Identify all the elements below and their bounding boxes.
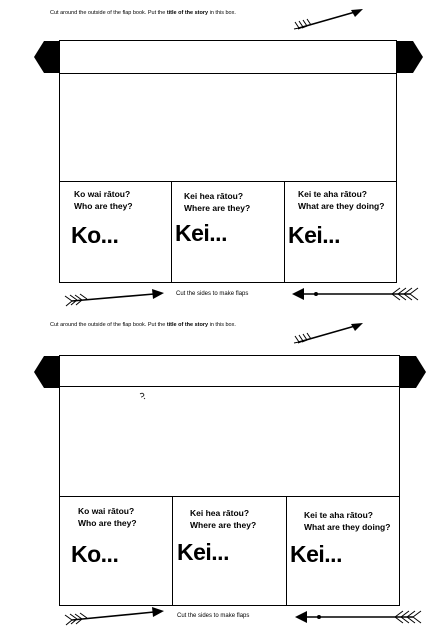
flap-doing[interactable]	[286, 496, 400, 606]
arrow-icon	[295, 607, 425, 629]
flap-doing[interactable]	[284, 181, 397, 283]
arrow-icon	[64, 604, 164, 626]
instruction-text: Cut around the outside of the flap book. Put the title of the story in this box.	[50, 10, 236, 16]
sentence-starter: Ko...	[71, 541, 119, 567]
sentence-starter: Ko...	[71, 222, 119, 248]
picture-area[interactable]	[59, 73, 397, 182]
question-english: Who are they?	[74, 201, 133, 211]
instruction-text: Cut around the outside of the flap book. Put the title of the story in this box.	[50, 322, 236, 328]
arrow-icon	[293, 6, 363, 32]
flap-who[interactable]	[59, 496, 173, 606]
arrow-icon	[292, 285, 422, 305]
question-english: Where are they?	[184, 203, 251, 213]
sentence-starter: Kei...	[175, 220, 227, 246]
ribbon-right-end	[396, 356, 426, 388]
ribbon-right-end	[393, 41, 423, 73]
title-box[interactable]	[59, 355, 400, 387]
title-box[interactable]	[59, 40, 397, 74]
stray-mark	[139, 392, 147, 400]
flap-who[interactable]	[59, 181, 172, 283]
question-maori: Kei hea rātou?	[184, 191, 244, 201]
question-english: What are they doing?	[298, 201, 385, 211]
arrow-icon	[64, 287, 164, 307]
question-maori: Kei hea rātou?	[190, 508, 250, 518]
flap-where[interactable]	[172, 496, 287, 606]
sentence-starter: Kei...	[177, 539, 229, 565]
question-maori: Kei te aha rātou?	[304, 510, 373, 520]
cut-note: Cut the sides to make flaps	[177, 613, 250, 619]
question-english: What are they doing?	[304, 522, 391, 532]
question-maori: Ko wai rātou?	[74, 189, 131, 199]
sentence-starter: Kei...	[290, 541, 342, 567]
question-english: Where are they?	[190, 520, 257, 530]
question-english: Who are they?	[78, 518, 137, 528]
picture-area[interactable]	[59, 386, 400, 497]
question-maori: Ko wai rātou?	[78, 506, 135, 516]
arrow-icon	[293, 320, 363, 346]
question-maori: Kei te aha rātou?	[298, 189, 367, 199]
cut-note: Cut the sides to make flaps	[176, 291, 249, 297]
sentence-starter: Kei...	[288, 222, 340, 248]
flap-where[interactable]	[171, 181, 285, 283]
